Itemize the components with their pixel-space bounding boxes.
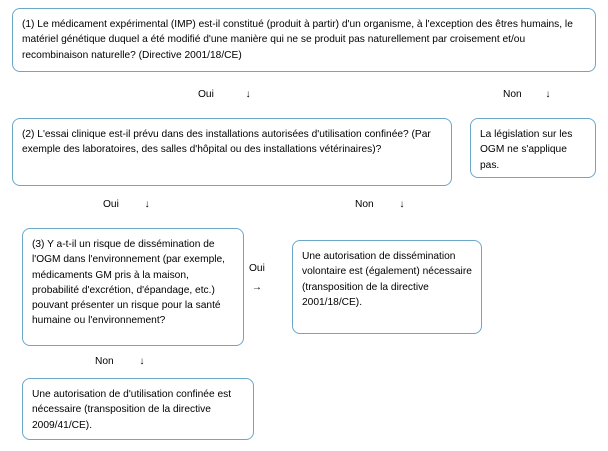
question-3-box: (3) Y a-t-il un risque de dissémination de l'OGM dans l'environnement (par exemple, médicaments GM pris à la maison, probabilité d'excrétion, d'épandage, etc.) pouvant présenter un risque pour la santé humaine ou l'environnement? bbox=[22, 228, 244, 346]
question-1-box: (1) Le médicament expérimental (IMP) est-il constitué (produit à partir) d'un organisme, à l'exception des êtres humains, le matériel génétique duquel a été modifié d'une manière qui ne se produit pas naturellement par croisement et/ou recombinaison naturelle? (Directive 2001/18/CE) bbox=[12, 8, 596, 72]
edge-label-q1-non bbox=[503, 88, 550, 101]
arrow-down-icon-q2-non: ↓ bbox=[399, 199, 405, 210]
question-2-box: (2) L'essai clinique est-il prévu dans des installations autorisées d'utilisation confinée? (Par exemple des laboratoires, des salles d'hôpital ou des installations vétérinaires)? bbox=[12, 118, 452, 186]
arrow-down-icon-q1-oui: ↓ bbox=[245, 89, 251, 100]
arrow-down-icon-q2-oui: ↓ bbox=[144, 199, 150, 210]
edge-label-q3-oui bbox=[249, 262, 265, 295]
outcome-deliberate-release-box: Une autorisation de dissémination volontaire est (également) nécessaire (transposition de la directive 2001/18/CE). bbox=[292, 240, 482, 334]
edge-label-q2-non-text: Non bbox=[355, 199, 374, 210]
edge-label-q1-oui-text: Oui bbox=[198, 89, 214, 100]
arrow-down-icon-q3-non: ↓ bbox=[139, 356, 145, 367]
arrow-down-icon-q1-non: ↓ bbox=[545, 89, 551, 100]
edge-label-q3-non bbox=[95, 355, 144, 368]
edge-label-q2-non bbox=[355, 198, 404, 211]
edge-label-q3-oui-text: Oui bbox=[249, 263, 265, 274]
edge-label-q1-oui bbox=[198, 88, 251, 101]
edge-label-q1-non-text: Non bbox=[503, 89, 522, 100]
edge-label-q2-oui-text: Oui bbox=[103, 199, 119, 210]
arrow-right-icon-q3-oui: → bbox=[251, 282, 263, 294]
outcome-gmo-not-applicable-box: La législation sur les OGM ne s'applique pas. bbox=[470, 118, 596, 178]
edge-label-q3-non-text: Non bbox=[95, 356, 114, 367]
edge-label-q2-oui bbox=[103, 198, 150, 211]
outcome-contained-use-box: Une autorisation de d'utilisation confinée est nécessaire (transposition de la directive 2009/41/CE). bbox=[22, 378, 254, 440]
